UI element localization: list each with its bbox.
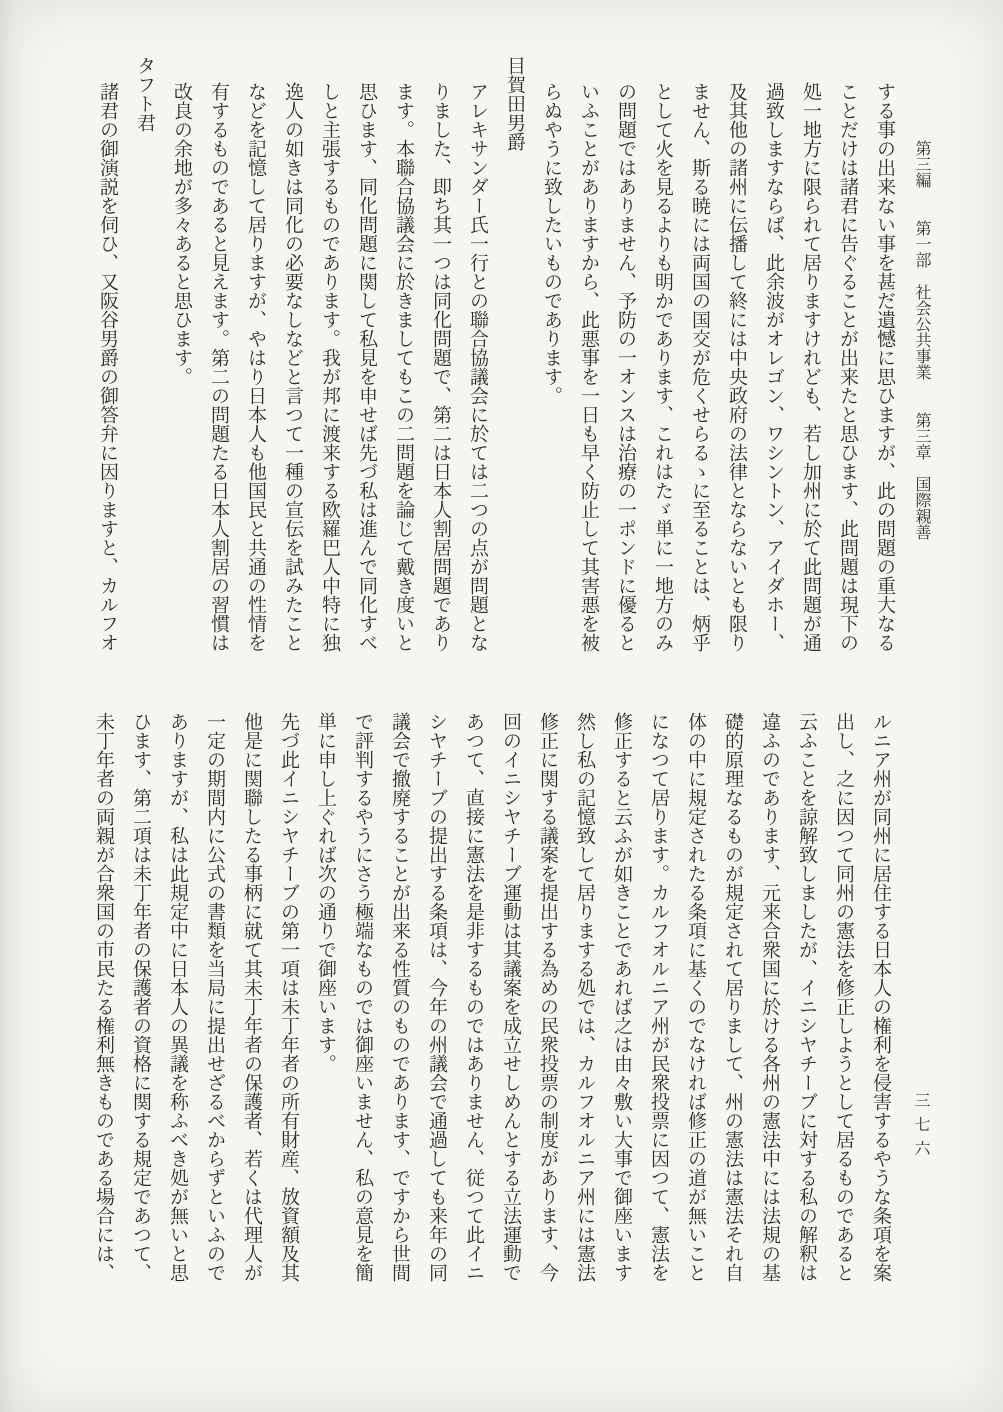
speech-taft-continued: ルニア州が同州に居住する日本人の権利を侵害するやうな条項を案出し、之に因つて同州の憲法を修正しようとして居るものであると云ふことを諒解致しましたが、イニシヤチーブに対する私の解釈は違ふのであります、元来合衆国に於ける各州の憲法中には法規の基礎的原理なるものが規定されて居りまして、州の憲法は憲法それ自体の中に規定されたる条項に基くのでなければ修正の道が無いことになつて居ります。カルフオルニア州が民衆投票に因つて、憲法を修正すると云ふが如きことであれば之は由々敷い大事で御座います然し私の記憶致して居りまする処では、カルフオルニア州には憲法修正に関する議案を提出する為めの民衆投票の制度があります、今回のイニシヤチーブ運動は其議案を成立せしめんとする立法運動であつて、直接に憲法を是非するものではありません、従つて此イニシヤチーブの提出する条項は、今年の州議会で通過しても来年の同議会で撤廃することが出来る性質のものであります、ですから世間で評判するやうにさう極端なものでは御座いません、私の意見を簡単に申し上ぐれば次の通りで御座います。 xyxy=(315,712,892,1282)
running-header: 第三編 第一部 社会公共事業 第三章 国際親善 xyxy=(913,140,932,540)
speaker-heading-taft: タフト君 xyxy=(134,56,156,132)
lower-text-block xyxy=(85,712,899,1282)
closing-paragraph: する事の出来ない事を甚だ遺憾に思ひますが、此の問題の重大なることだけは諸君に告ぐることが出来たと思ひます、此問題は現下の処一地方に限られて居りますけれども、若し加州に於て此問題が通過致しますならば、此余波がオレゴン、ワシントン、アイダホー、及其他の諸州に伝播して終には中央政府の法律とならないとも限りません、斯る暁には両国の国交が危くせらるゝに至ることは、炳乎として火を見るよりも明かであります、これはたゞ単に一地方のみの問題ではありません、予防の一オンスは治療の一ポンドに優るといふことがありますから、此悪事を一日も早く防止して其害悪を被らぬやうに致したいものであります。 xyxy=(541,82,896,652)
speech-megata: アレキサンダー氏一行との聯合協議会に於ては二つの点が問題となりました、即ち其一つは同化問題で、第二は日本人割居問題であります。本聯合協議会に於きましてもこの二問題を論じて戴き度いと思ひます、同化問題に関して私見を申せば先づ私は進んで同化すべしと主張するものであります。我が邦に渡来する欧羅巴人中特に独逸人の如きは同化の必要なしなどと言つて一種の宣伝を試みたことなどを記憶して居りますが、やはり日本人も他国民と共通の性情を有するものであると見えます。第二の問題たる日本人割居の習慣は改良の余地が多々あると思ひます。 xyxy=(171,82,489,652)
page-number: 三七六 xyxy=(912,1092,931,1164)
speech-taft-start: 諸君の御演説を伺ひ、又阪谷男爵の御答弁に因りますと、カルフオ xyxy=(97,82,119,652)
speaker-heading-megata: 目賀田男爵 xyxy=(504,56,526,151)
speech-taft-item: 先づ此イニシヤチーブの第一項は未丁年者の所有財産、放資額及其他是に関聯したる事柄に就て其未丁年者の保護者、若くは代理人が一定の期間内に公式の書類を当局に提出せざるべからずといふのでありますが、私は此規定中に日本人の異議を称ふべき処が無いと思ひます、第二項は未丁年者の保護者の資格に関する規定であつて、未丁年者の両親が合衆国の市民たる権利無きものである場合には、 xyxy=(93,712,300,1282)
upper-text-block xyxy=(89,56,903,652)
